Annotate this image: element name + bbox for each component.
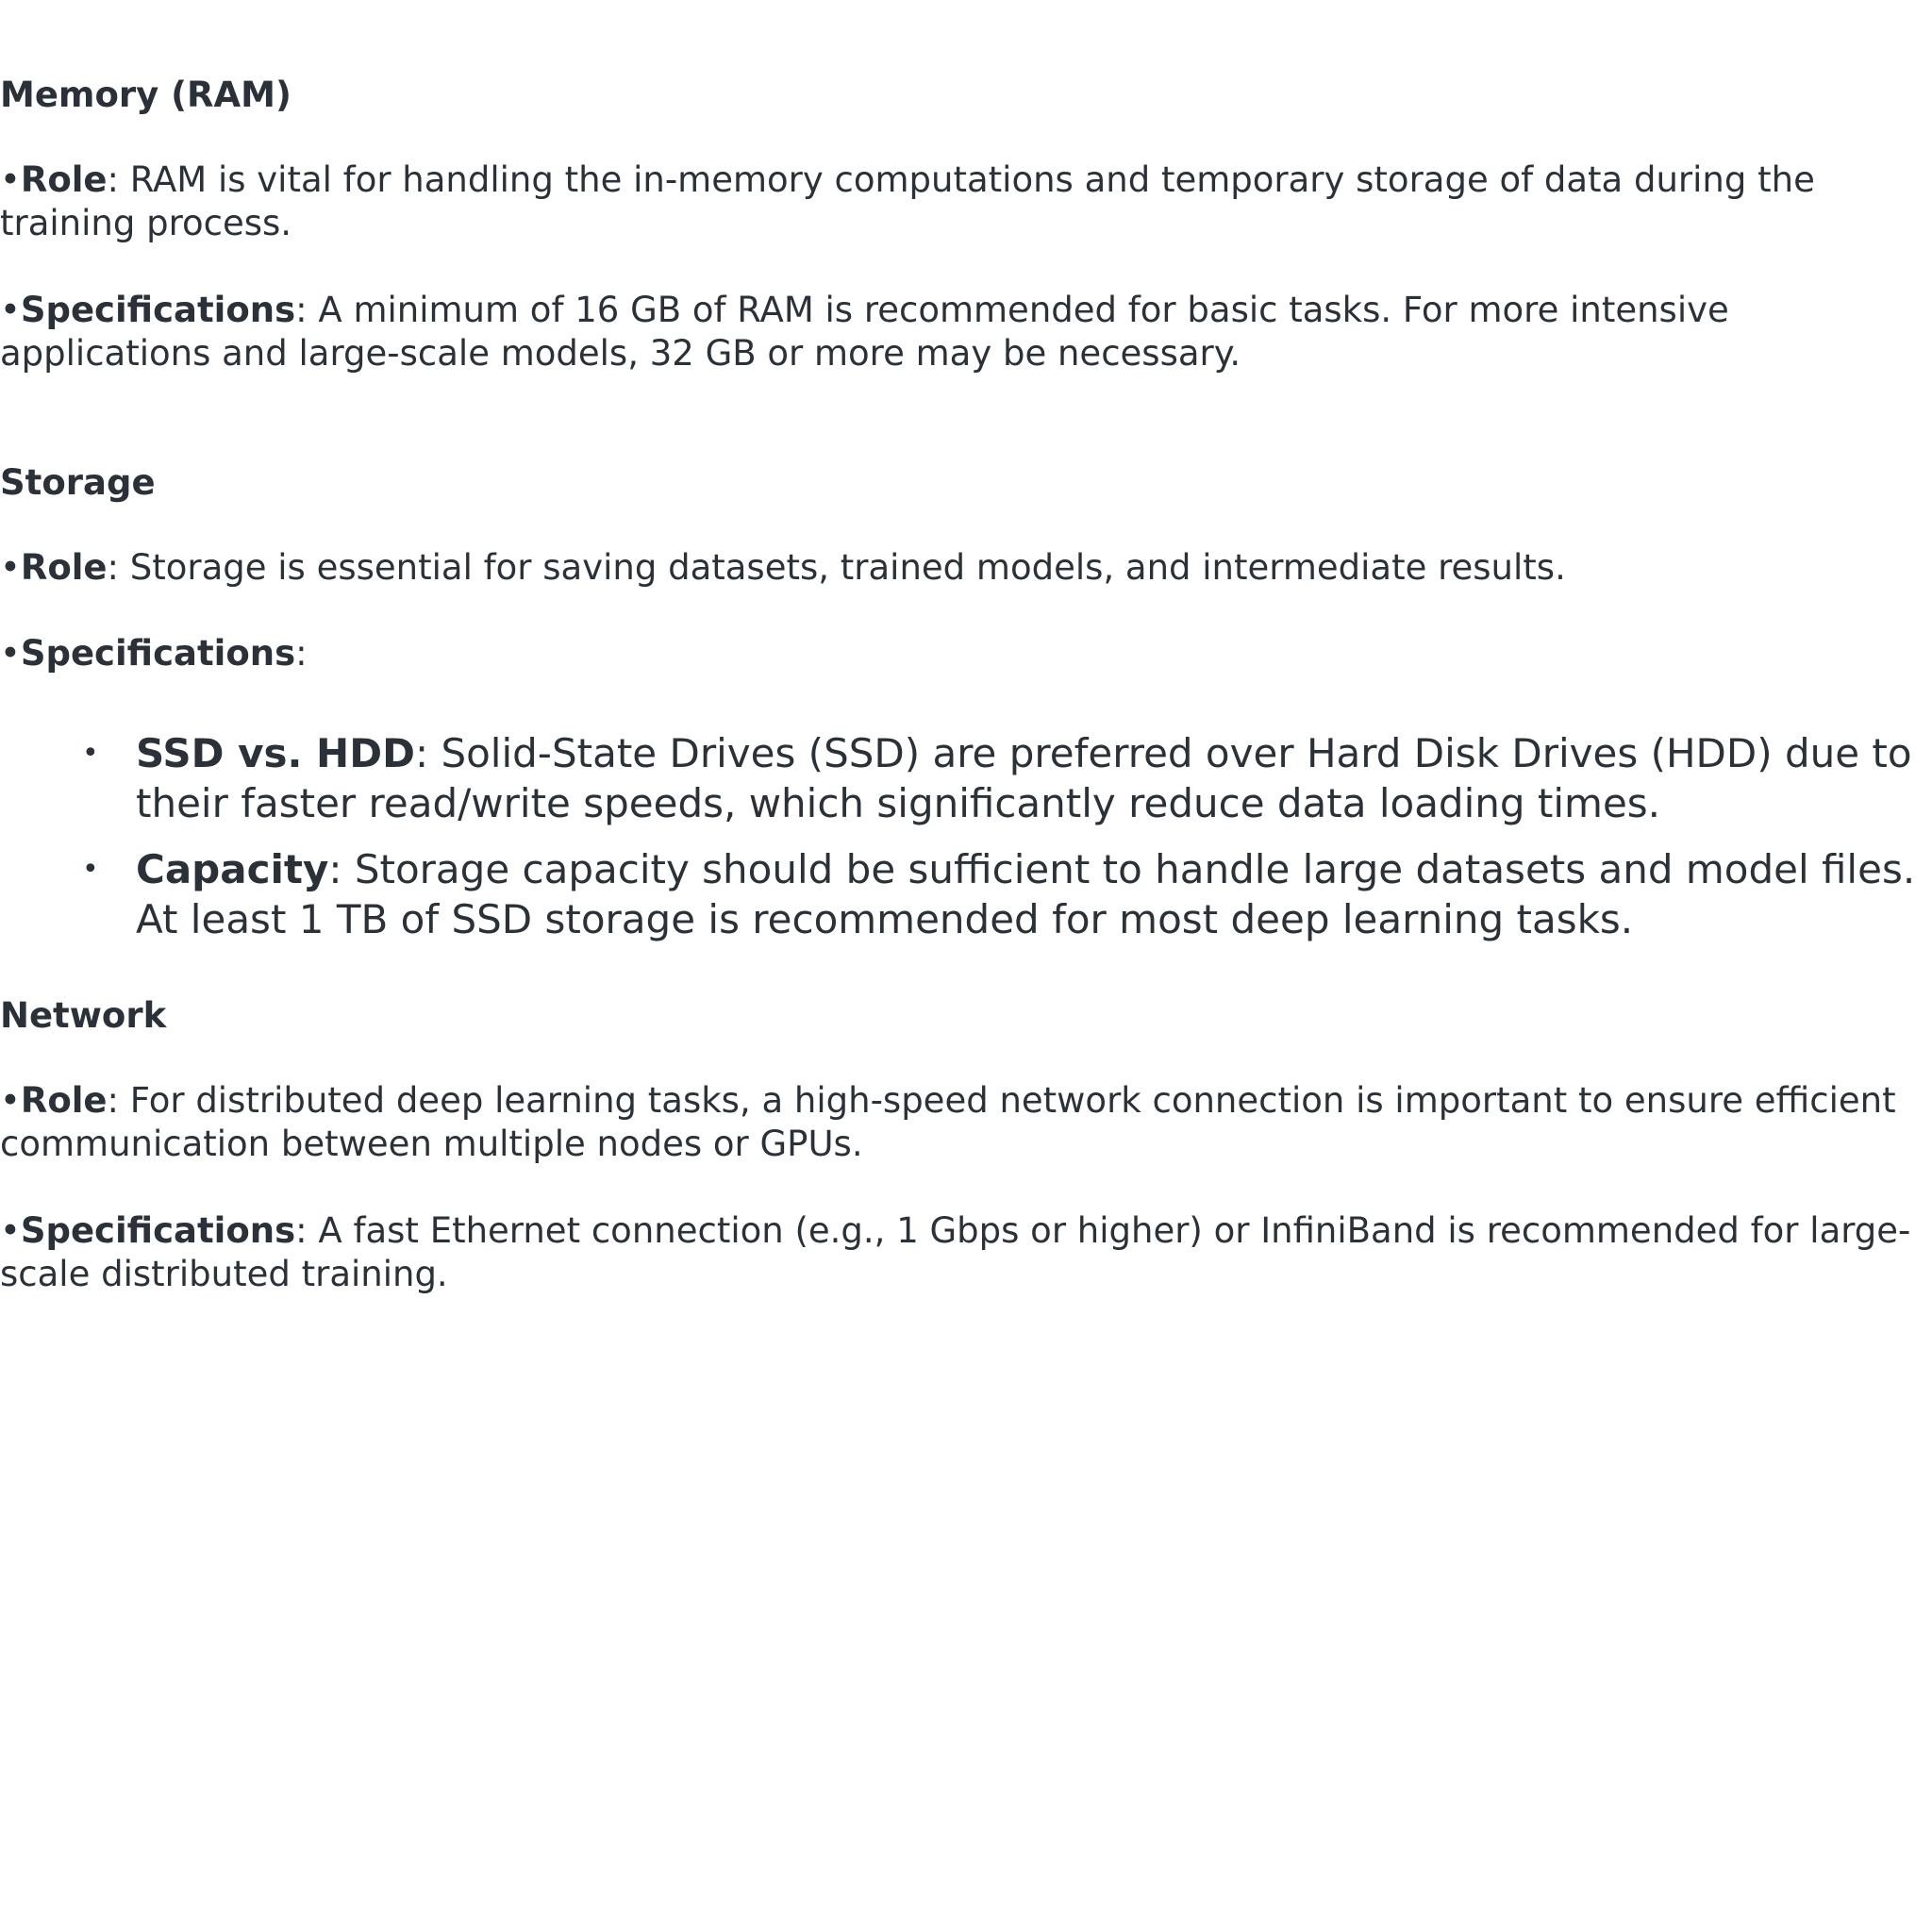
section-heading-memory: Memory (RAM): [0, 75, 291, 115]
storage-role-label: Role: [20, 547, 108, 588]
bullet-icon: •: [0, 159, 21, 200]
storage-role-text: : Storage is essential for saving datasets, trained models, and intermediate results.: [107, 547, 1566, 588]
bullet-icon: •: [0, 633, 21, 674]
network-specifications-text: : A fast Ethernet connection (e.g., 1 Gbps or higher) or InfiniBand is recommended for large-scale distributed training.: [0, 1210, 1911, 1294]
memory-specifications-paragraph: [0, 289, 1924, 375]
network-role-text: : For distributed deep learning tasks, a high-speed network connection is important to ensure efficient communication between multiple nodes or GPUs.: [0, 1080, 1896, 1164]
storage-specifications-label: Specifications: [20, 633, 296, 674]
section-heading-network: Network: [0, 995, 167, 1036]
memory-specifications-text: : A minimum of 16 GB of RAM is recommended for basic tasks. For more intensive applications and large-scale models, 32 GB or more may be necessary.: [0, 290, 1729, 374]
network-specifications-label: Specifications: [20, 1210, 296, 1251]
sub-item-label: SSD vs. HDD: [136, 730, 415, 776]
bullet-icon: •: [0, 547, 21, 588]
sub-item-text: : Storage capacity should be sufficient to handle large datasets and model files. At least 1 TB of SSD storage is recommended for most deep learning tasks.: [136, 846, 1916, 942]
storage-sub-item-capacity: [82, 844, 1928, 944]
memory-specifications-label: Specifications: [20, 290, 296, 330]
sub-bullet-icon: •: [82, 853, 99, 886]
memory-role-text: : RAM is vital for handling the in-memory computations and temporary storage of data during the training process.: [0, 159, 1815, 243]
sub-bullet-icon: •: [82, 737, 99, 770]
network-role-paragraph: [0, 1079, 1924, 1166]
memory-role-paragraph: [0, 158, 1924, 245]
storage-sub-item-ssd-hdd: [82, 728, 1928, 828]
storage-specifications-text: :: [295, 633, 308, 674]
bullet-icon: •: [0, 290, 21, 330]
sub-item-text: : Solid-State Drives (SSD) are preferred over Hard Disk Drives (HDD) due to their faster read/write speeds, which significantly reduce data loading times.: [136, 730, 1912, 826]
bullet-icon: •: [0, 1210, 21, 1251]
storage-role-paragraph: [0, 546, 1924, 590]
section-heading-storage: Storage: [0, 462, 156, 503]
network-specifications-paragraph: [0, 1209, 1924, 1296]
network-role-label: Role: [20, 1080, 108, 1121]
sub-item-label: Capacity: [136, 846, 329, 892]
storage-specifications-paragraph: [0, 632, 1924, 675]
bullet-icon: •: [0, 1080, 21, 1121]
memory-role-label: Role: [20, 159, 108, 200]
